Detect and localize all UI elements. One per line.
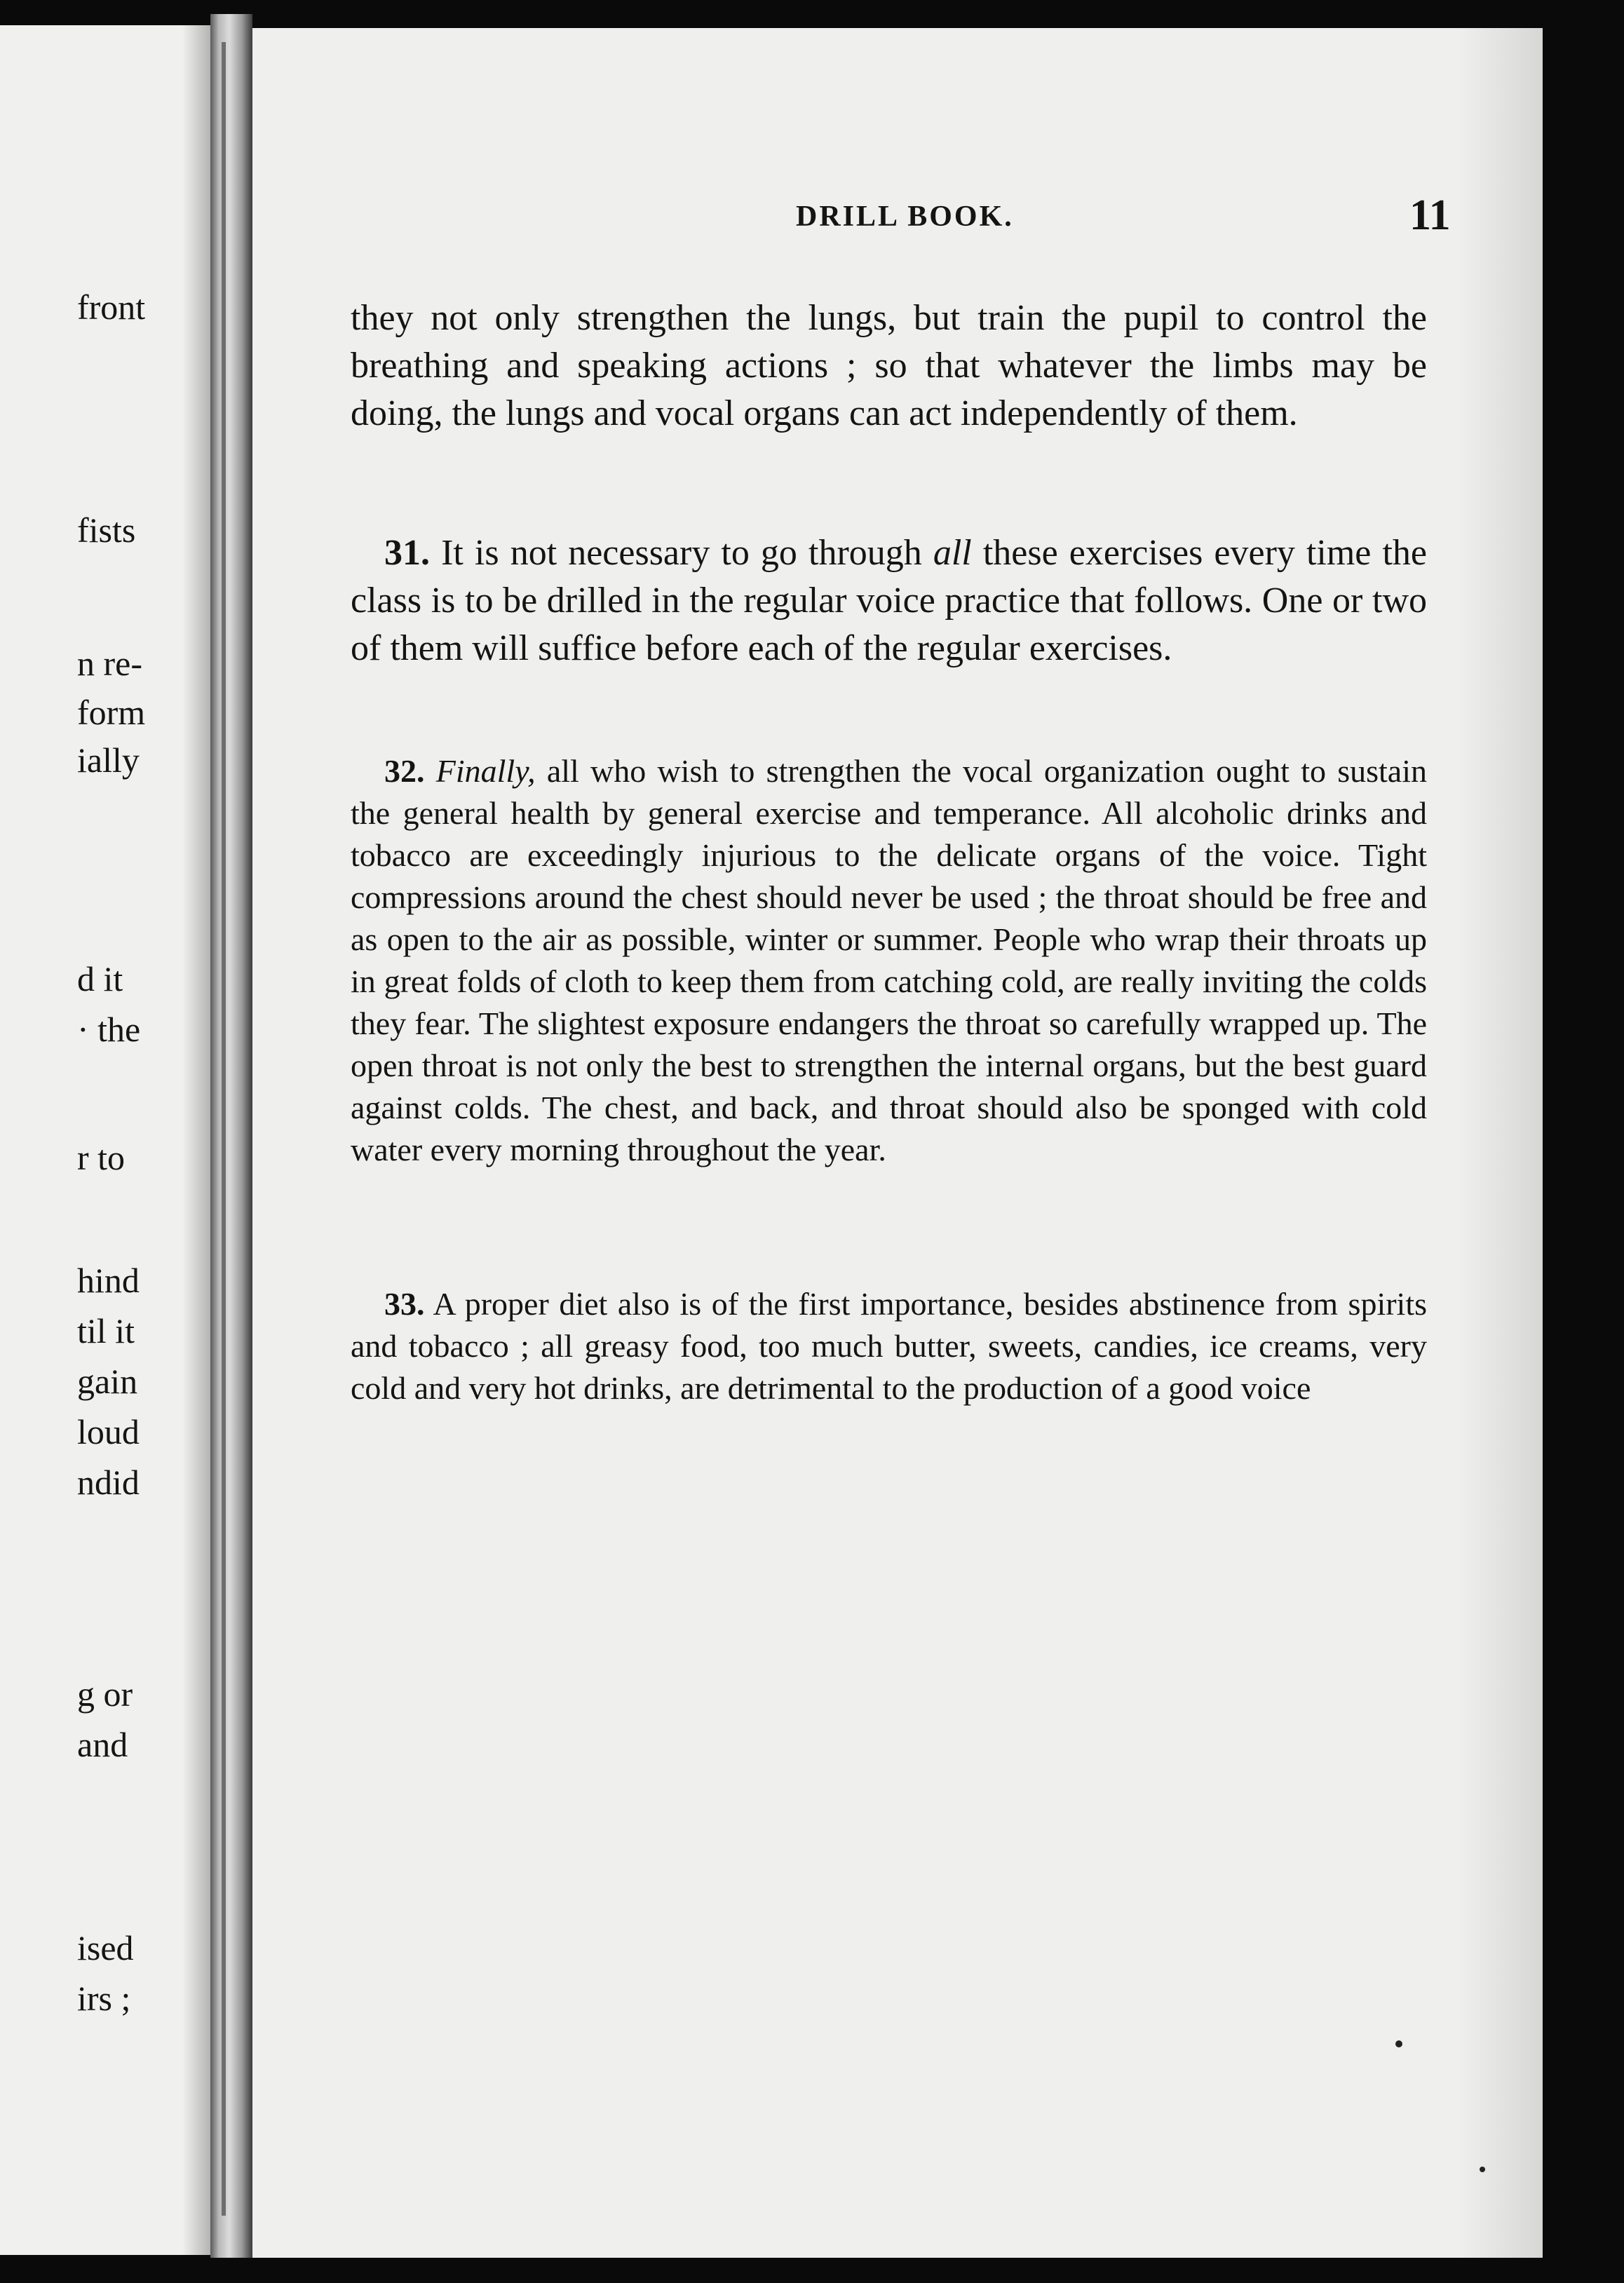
left-line-fragment: form — [77, 693, 146, 732]
left-line-fragment: d it — [77, 959, 123, 998]
left-line-fragment: fists — [77, 510, 136, 550]
left-line-fragment: and — [77, 1725, 128, 1764]
left-line-fragment: front — [77, 287, 146, 327]
paragraph-text: A proper diet also is of the first importance, besides abstinence from spirits and tobacco ; all greasy food, too much butter, sweets, candies, ice creams, very cold and very hot drinks, are detrimental to the production of a good voice — [351, 1286, 1427, 1406]
paragraph-31 — [351, 529, 1427, 672]
scan-speck — [1480, 2167, 1485, 2172]
gutter-shadow — [182, 25, 210, 2255]
left-line-fragment: ially — [77, 740, 140, 780]
emphasis-text: Finally, — [435, 753, 536, 789]
emphasis-text: all — [933, 533, 972, 573]
left-facing-page — [0, 25, 210, 2255]
left-line-fragment: · the — [77, 1010, 141, 1049]
left-line-fragment: ised — [77, 1928, 134, 1967]
left-line-fragment: loud — [77, 1412, 140, 1451]
left-line-fragment: r to — [77, 1138, 126, 1177]
page-number: 11 — [1409, 191, 1451, 239]
page-edge-shade — [1459, 28, 1543, 2258]
paragraph-continued — [351, 294, 1427, 438]
book-page — [252, 28, 1543, 2258]
scan-speck — [1395, 2040, 1402, 2047]
paragraph-text: all who wish to strengthen the vocal organization ought to sustain the general health by general exercise and temperance. All alcoholic drinks and tobacco are exceedingly injurious to the delicate organs of the voice. Tight compressions around the chest should never be used ; the throat should be free and as open to the air as possible, winter or summer. People who wrap their throats up in great folds of cloth to keep them from catching cold, are really inviting the colds they fear. The slightest exposure endangers the throat so carefully wrapped up. The open throat is not only the best to strengthen the internal organs, but the best guard against colds. The chest, and back, and throat should also be sponged with cold water every morning throughout the year. — [351, 753, 1427, 1167]
left-line-fragment: til it — [77, 1311, 135, 1350]
paragraph-33 — [351, 1283, 1427, 1409]
left-line-fragment: ndid — [77, 1463, 140, 1502]
left-line-fragment: hind — [77, 1261, 140, 1300]
paragraph-number: 32. — [384, 753, 425, 789]
paragraph-text: these exercises every time the class is to be drilled in the regular voice practice that follows. One or two of them will suffice before each of the regular exercises. — [351, 533, 1427, 668]
left-line-fragment: gain — [77, 1362, 138, 1401]
paragraph-text: they not only strengthen the lungs, but train the pupil to control the breathing and speaking actions ; so that whatever the limbs may be doing, the lungs and vocal organs can act independently of them. — [351, 298, 1427, 433]
paragraph-32 — [351, 750, 1427, 1171]
paragraph-number: 31. — [384, 533, 430, 573]
running-head: DRILL BOOK. — [796, 201, 1014, 233]
book-spine — [210, 14, 252, 2258]
paragraph-number: 33. — [384, 1286, 425, 1322]
left-line-fragment: irs ; — [77, 1979, 131, 2018]
spine-crease — [222, 42, 226, 2216]
paragraph-text: It is not necessary to go through — [430, 533, 933, 573]
left-line-fragment: g or — [77, 1674, 133, 1714]
left-line-fragment: n re- — [77, 644, 142, 683]
